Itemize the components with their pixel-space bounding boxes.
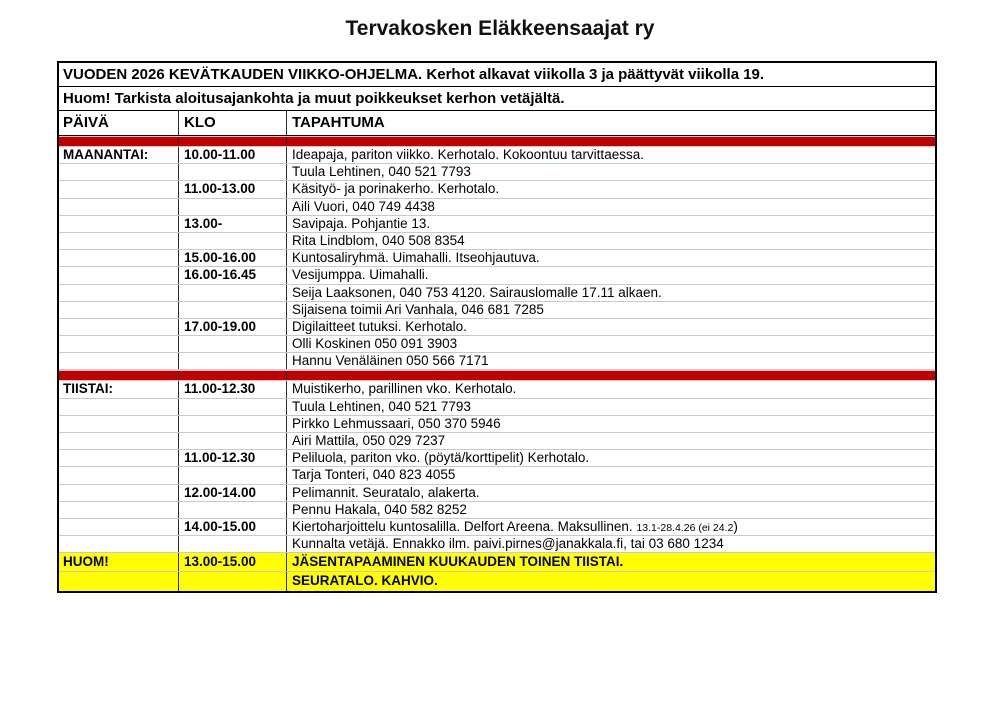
event-cell: Tuula Lehtinen, 040 521 7793 (286, 399, 935, 415)
day-cell (59, 467, 178, 483)
day-cell (59, 353, 178, 369)
day-cell (59, 216, 178, 232)
column-header-time: KLO (178, 111, 286, 135)
event-cell: Vesijumppa. Uimahalli. (286, 267, 935, 283)
schedule-row (59, 399, 935, 416)
time-cell: 13.00-15.00 (178, 553, 286, 571)
separator-cell (178, 371, 286, 380)
event-cell: Kunnalta vetäjä. Ennakko ilm. paivi.pirnes@janakkala.fi, tai 03 680 1234 (286, 536, 935, 552)
time-cell: 16.00-16.45 (178, 267, 286, 283)
day-cell (59, 199, 178, 215)
event-cell: Airi Mattila, 050 029 7237 (286, 433, 935, 449)
event-cell: SEURATALO. KAHVIO. (286, 572, 935, 591)
schedule-row (59, 353, 935, 370)
day-cell (59, 336, 178, 352)
table-info-row-2: Huom! Tarkista aloitusajankohta ja muut poikkeukset kerhon vetäjältä. (59, 87, 935, 111)
time-cell (178, 502, 286, 518)
time-cell: 11.00-12.30 (178, 450, 286, 466)
day-cell (59, 302, 178, 318)
time-cell: 13.00- (178, 216, 286, 232)
event-cell: Seija Laaksonen, 040 753 4120. Sairauslomalle 17.11 alkaen. (286, 285, 935, 301)
event-cell: Rita Lindblom, 040 508 8354 (286, 233, 935, 249)
separator-cell (286, 371, 935, 380)
time-cell (178, 467, 286, 483)
page-title: Tervakosken Eläkkeensaajat ry (345, 17, 655, 40)
separator-cell (178, 137, 286, 146)
day-cell (59, 164, 178, 180)
day-cell (59, 181, 178, 197)
schedule-row (59, 553, 935, 572)
event-cell: Tarja Tonteri, 040 823 4055 (286, 467, 935, 483)
time-cell: 17.00-19.00 (178, 319, 286, 335)
schedule-row (59, 319, 935, 336)
schedule-row (59, 502, 935, 519)
schedule-row (59, 147, 935, 164)
event-cell: Pirkko Lehmussaari, 050 370 5946 (286, 416, 935, 432)
day-cell (59, 285, 178, 301)
time-cell (178, 233, 286, 249)
schedule-row (59, 250, 935, 267)
event-cell: Hannu Venäläinen 050 566 7171 (286, 353, 935, 369)
time-cell (178, 572, 286, 591)
schedule-row (59, 467, 935, 484)
schedule-row (59, 519, 935, 536)
event-cell: Ideapaja, pariton viikko. Kerhotalo. Kokoontuu tarvittaessa. (286, 147, 935, 163)
day-cell (59, 319, 178, 335)
schedule-table-body (59, 136, 935, 591)
day-cell (59, 450, 178, 466)
section-separator (59, 136, 935, 147)
time-cell: 11.00-13.00 (178, 181, 286, 197)
table-header-row (59, 111, 935, 136)
schedule-row (59, 450, 935, 467)
time-cell: 15.00-16.00 (178, 250, 286, 266)
time-cell (178, 302, 286, 318)
day-cell (59, 250, 178, 266)
day-cell (59, 572, 178, 591)
time-cell: 11.00-12.30 (178, 381, 286, 397)
event-cell: Savipaja. Pohjantie 13. (286, 216, 935, 232)
schedule-row (59, 336, 935, 353)
schedule-row (59, 216, 935, 233)
day-cell (59, 536, 178, 552)
day-cell (59, 502, 178, 518)
time-cell (178, 164, 286, 180)
event-cell: Muistikerho, parillinen vko. Kerhotalo. (286, 381, 935, 397)
schedule-table (57, 61, 937, 593)
day-cell: MAANANTAI: (63, 147, 149, 162)
schedule-row (59, 233, 935, 250)
event-date-range-note: 13.1-28.4.26 (ei 24.2 (636, 521, 734, 534)
table-info-row-1: VUODEN 2026 KEVÄTKAUDEN VIIKKO-OHJELMA. Kerhot alkavat viikolla 3 ja päättyvät viikolla 19. (59, 63, 935, 87)
separator-cell (286, 137, 935, 146)
column-header-day: PÄIVÄ (63, 114, 109, 131)
event-cell: Pelimannit. Seuratalo, alakerta. (286, 485, 935, 501)
schedule-row (59, 485, 935, 502)
section-separator (59, 370, 935, 381)
schedule-row (59, 285, 935, 302)
schedule-row (59, 572, 935, 591)
time-cell (178, 433, 286, 449)
day-cell (59, 519, 178, 535)
time-cell: 10.00-11.00 (178, 147, 286, 163)
event-cell: Digilaitteet tutuksi. Kerhotalo. (286, 319, 935, 335)
event-cell: Olli Koskinen 050 091 3903 (286, 336, 935, 352)
event-cell: Kiertoharjoittelu kuntosalilla. Delfort Areena. Maksullinen. 13.1-28.4.26 (ei 24.2) (286, 519, 935, 535)
event-cell: Sijaisena toimii Ari Vanhala, 046 681 7285 (286, 302, 935, 318)
day-cell: TIISTAI: (63, 381, 113, 397)
time-cell: 14.00-15.00 (178, 519, 286, 535)
column-header-event: TAPAHTUMA (286, 111, 935, 135)
schedule-row (59, 302, 935, 319)
time-cell: 12.00-14.00 (178, 485, 286, 501)
day-cell (59, 485, 178, 501)
event-cell: Aili Vuori, 040 749 4438 (286, 199, 935, 215)
day-cell (59, 416, 178, 432)
separator-cell (59, 371, 178, 380)
time-cell (178, 336, 286, 352)
day-cell (59, 433, 178, 449)
time-cell (178, 199, 286, 215)
event-cell: JÄSENTAPAAMINEN KUUKAUDEN TOINEN TIISTAI. (286, 553, 935, 571)
time-cell (178, 285, 286, 301)
time-cell (178, 399, 286, 415)
schedule-row (59, 433, 935, 450)
event-cell: Pennu Hakala, 040 582 8252 (286, 502, 935, 518)
time-cell (178, 353, 286, 369)
schedule-row (59, 267, 935, 284)
schedule-row (59, 164, 935, 181)
separator-cell (59, 137, 178, 146)
schedule-row (59, 536, 935, 553)
schedule-row (59, 199, 935, 216)
time-cell (178, 536, 286, 552)
day-cell (59, 399, 178, 415)
time-cell (178, 416, 286, 432)
schedule-row (59, 181, 935, 198)
day-cell (59, 233, 178, 249)
day-cell (59, 267, 178, 283)
schedule-row (59, 416, 935, 433)
day-cell: HUOM! (63, 554, 109, 570)
event-cell: Kuntosaliryhmä. Uimahalli. Itseohjautuva. (286, 250, 935, 266)
event-cell: Peliluola, pariton vko. (pöytä/korttipelit) Kerhotalo. (286, 450, 935, 466)
event-cell: Käsityö- ja porinakerho. Kerhotalo. (286, 181, 935, 197)
event-cell: Tuula Lehtinen, 040 521 7793 (286, 164, 935, 180)
schedule-row (59, 381, 935, 398)
